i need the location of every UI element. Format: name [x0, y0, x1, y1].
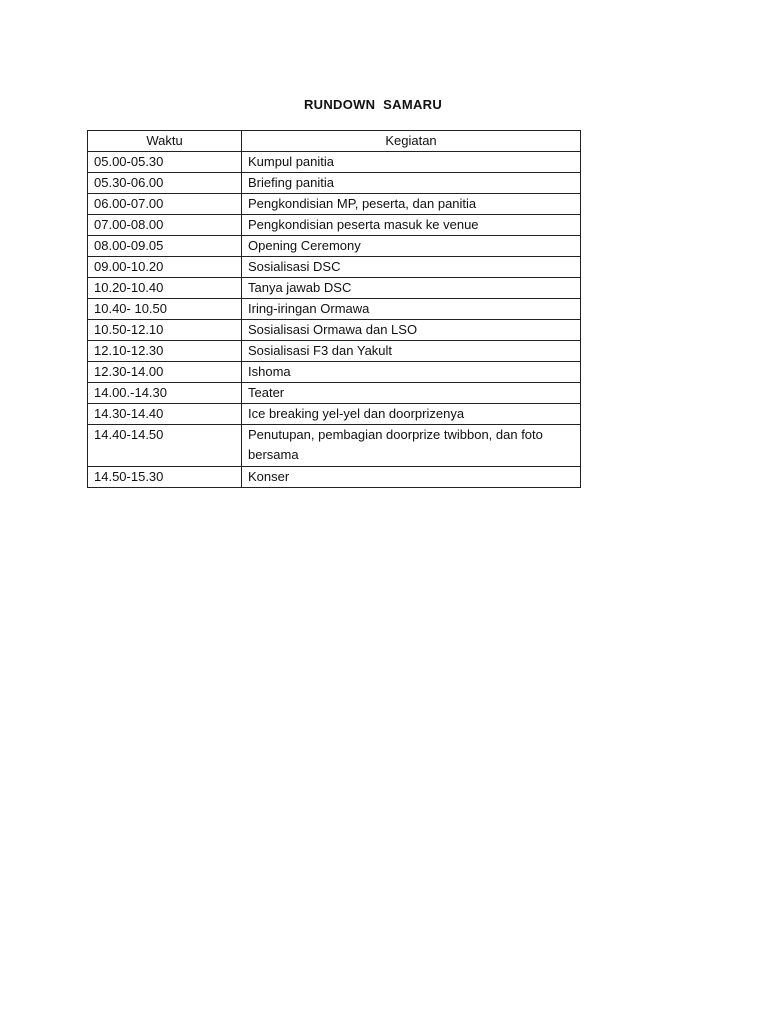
table-row [88, 152, 581, 173]
activity-cell: Kumpul panitia [242, 152, 581, 173]
table-row [88, 173, 581, 194]
activity-cell: Ice breaking yel-yel dan doorprizenya [242, 404, 581, 425]
time-cell: 05.00-05.30 [88, 152, 242, 173]
time-cell: 14.00.-14.30 [88, 383, 242, 404]
table-row [88, 425, 581, 467]
time-cell: 10.50-12.10 [88, 320, 242, 341]
activity-cell: Iring-iringan Ormawa [242, 299, 581, 320]
table-row [88, 383, 581, 404]
activity-cell: Teater [242, 383, 581, 404]
time-cell: 07.00-08.00 [88, 215, 242, 236]
document-title: RUNDOWN SAMARU [303, 97, 443, 112]
time-cell: 05.30-06.00 [88, 173, 242, 194]
time-cell: 08.00-09.05 [88, 236, 242, 257]
table-row [88, 320, 581, 341]
column-header-kegiatan: Kegiatan [242, 131, 581, 152]
activity-cell: Opening Ceremony [242, 236, 581, 257]
activity-cell: Briefing panitia [242, 173, 581, 194]
time-cell: 10.40- 10.50 [88, 299, 242, 320]
column-header-waktu: Waktu [88, 131, 242, 152]
activity-cell: Ishoma [242, 362, 581, 383]
table-header-row [88, 131, 581, 152]
time-cell: 14.30-14.40 [88, 404, 242, 425]
table-row [88, 341, 581, 362]
table-row [88, 404, 581, 425]
activity-cell: Sosialisasi Ormawa dan LSO [242, 320, 581, 341]
activity-cell: Tanya jawab DSC [242, 278, 581, 299]
table-row [88, 278, 581, 299]
activity-cell: Pengkondisian MP, peserta, dan panitia [242, 194, 581, 215]
table-row [88, 467, 581, 488]
table-row [88, 299, 581, 320]
activity-cell: Penutupan, pembagian doorprize twibbon, dan foto bersama [242, 425, 581, 467]
activity-cell: Konser [242, 467, 581, 488]
activity-cell: Sosialisasi F3 dan Yakult [242, 341, 581, 362]
table-row [88, 194, 581, 215]
activity-cell: Sosialisasi DSC [242, 257, 581, 278]
time-cell: 12.30-14.00 [88, 362, 242, 383]
time-cell: 09.00-10.20 [88, 257, 242, 278]
time-cell: 10.20-10.40 [88, 278, 242, 299]
table-row [88, 215, 581, 236]
rundown-table [87, 130, 581, 488]
time-cell: 14.40-14.50 [88, 425, 242, 467]
time-cell: 12.10-12.30 [88, 341, 242, 362]
table-row [88, 236, 581, 257]
time-cell: 06.00-07.00 [88, 194, 242, 215]
table-row [88, 257, 581, 278]
activity-cell: Pengkondisian peserta masuk ke venue [242, 215, 581, 236]
time-cell: 14.50-15.30 [88, 467, 242, 488]
table-row [88, 362, 581, 383]
